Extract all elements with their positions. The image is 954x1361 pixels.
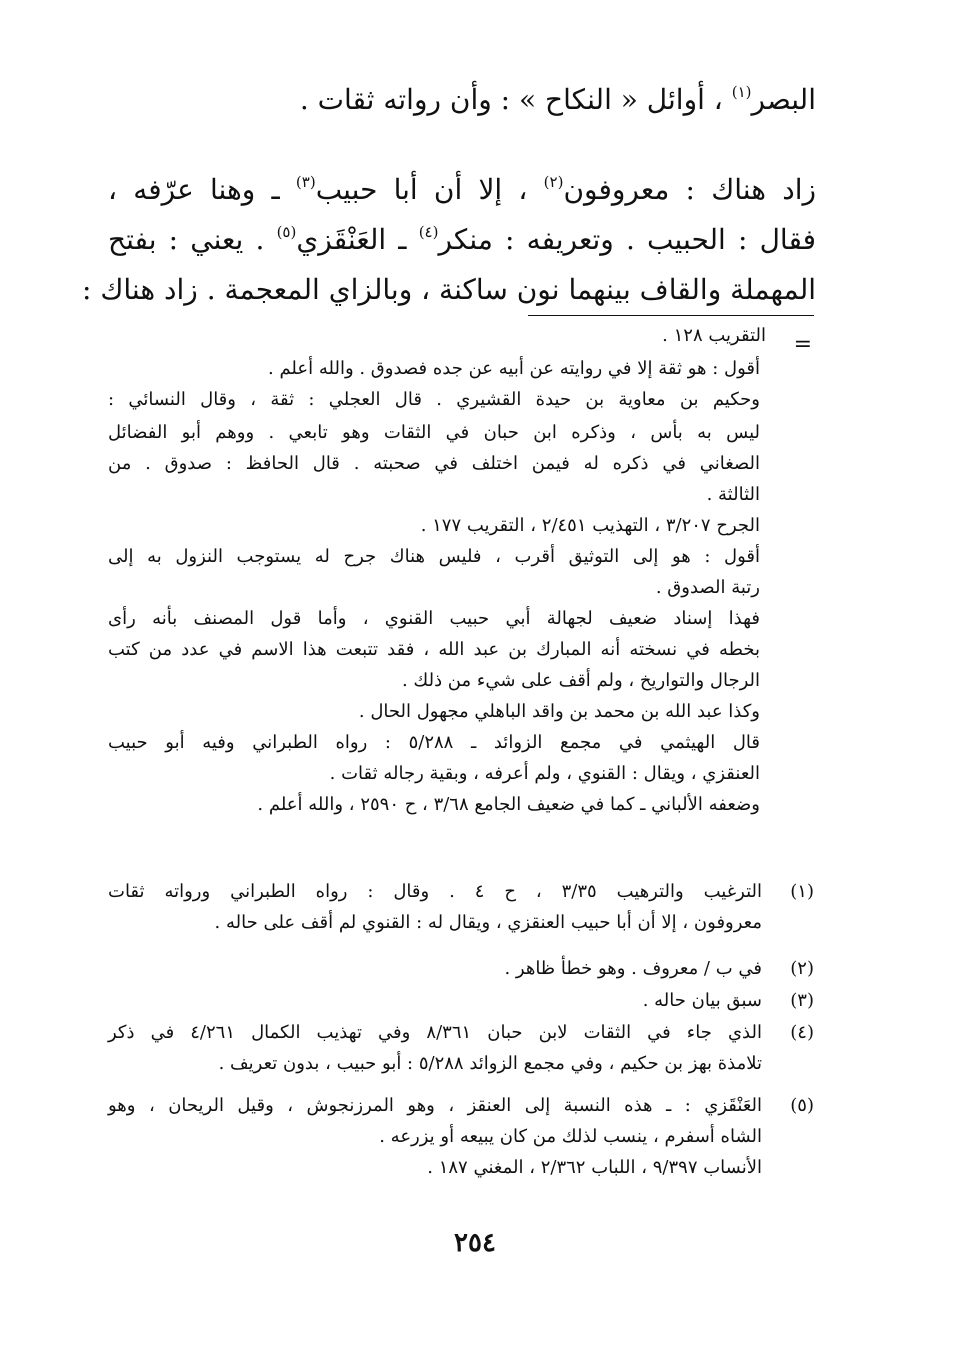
page-number: ٢٥٤ bbox=[454, 1228, 496, 1258]
footnote-line: الأنساب ٩/٣٩٧ ، اللباب ٢/٣٦٢ ، المغني ١٨٧ . bbox=[427, 1157, 762, 1178]
footnote-number: (٢) bbox=[790, 958, 814, 979]
continued-footnote bbox=[108, 320, 766, 351]
footnote-line: الجرح ٣/٢٠٧ ، التهذيب ٢/٤٥١ ، التقريب ١٧٧ . bbox=[420, 515, 760, 536]
continuation-mark: = bbox=[793, 332, 812, 357]
footnote-line: أقول : هو ثقة إلا في روايته عن أبيه عن جده فصدوق . والله أعلم . bbox=[268, 358, 760, 379]
footnote-line: الشاه أسفرم ، ينسب لذلك من كان يبيعه أو يزرعه . bbox=[379, 1126, 762, 1147]
footnote-line: الترغيب والترهيب ٣/٣٥ ، ح ٤ . وقال : رواه الطبراني ورواته ثقات bbox=[108, 881, 763, 902]
footnote-ref-4[interactable]: (٤) bbox=[418, 223, 439, 241]
footnote-number: (٣) bbox=[790, 990, 814, 1011]
footnote-line: العَنْقَزي : ـ هذه النسبة إلى العنقز ، وهو المرزنجوش ، وقيل الريحان ، وهو bbox=[108, 1095, 762, 1116]
main-text: ـ وهنا عرّفه ، bbox=[108, 173, 280, 206]
footnote-number: (٤) bbox=[790, 1022, 814, 1043]
footnote-5 bbox=[108, 1090, 814, 1183]
footnote-line: قال الهيثمي في مجمع الزوائد ـ ٥/٢٨٨ : رواه الطبراني وفيه أبو حبيب bbox=[108, 732, 760, 753]
footnote-line: وضعفه الألباني ـ كما في ضعيف الجامع ٣/٦٨ ، ح ٢٥٩٠ ، والله أعلم . bbox=[257, 794, 760, 815]
continued-footnote bbox=[108, 417, 760, 820]
footnote-line: الرجال والتواريخ ، ولم أقف على شيء من ذلك . bbox=[401, 670, 760, 691]
main-text: ـ العَنْقَزي bbox=[296, 223, 407, 256]
main-text: . يعني : بفتح bbox=[108, 223, 265, 256]
footnote-line: أقول : هو إلى التوثيق أقرب ، فليس هناك جرح له يستوجب النزول به إلى bbox=[108, 546, 760, 567]
main-text: ، إلا أن أبا حبيب bbox=[315, 173, 528, 206]
footnote-line: وكذا عبد الله بن محمد بن واقد الباهلي مجهول الحال . bbox=[358, 701, 760, 722]
main-paragraph-line: المهملة والقاف بينهما نون ساكنة ، وبالزاي المعجمة . زاد هناك : bbox=[81, 273, 816, 306]
footnote-line: وحكيم بن معاوية بن حيدة القشيري . قال العجلي : ثقة ، وقال النسائي : bbox=[108, 389, 760, 410]
footnote-line: رتبة الصدوق . bbox=[655, 577, 760, 598]
main-paragraph-line bbox=[108, 165, 816, 215]
continued-footnote bbox=[108, 353, 760, 415]
footnote-1 bbox=[108, 876, 814, 938]
footnote-ref-2[interactable]: (٢) bbox=[543, 173, 564, 191]
main-text-line-1 bbox=[108, 80, 816, 120]
footnote-line: الثالثة . bbox=[706, 484, 760, 505]
footnote-4 bbox=[108, 1017, 814, 1079]
footnote-number: (٥) bbox=[790, 1095, 814, 1116]
footnote-3 bbox=[108, 985, 814, 1016]
main-text: فقال : الحبيب . وتعريفه : منكر bbox=[438, 223, 817, 256]
main-paragraph bbox=[81, 165, 817, 315]
footnote-ref-5[interactable]: (٥) bbox=[276, 223, 297, 241]
footnote-line: في ب / معروف . وهو خطأ ظاهر . bbox=[504, 958, 762, 979]
main-text: زاد هناك : معروفون bbox=[563, 173, 816, 206]
footnote-2 bbox=[108, 953, 814, 984]
footnote-line: بخطه في نسخته أنه المبارك بن عبد الله ، فقد تتبعت هذا الاسم في عدد من كتب bbox=[108, 639, 760, 660]
footnote-line: فهذا إسناد ضعيف لجهالة أبي حبيب القنوي ، وأما قول المصنف بأنه رأى bbox=[108, 608, 760, 629]
footnote-line: ليس به بأس ، وذكره ابن حبان في الثقات وهو تابعي . ووهم أبو الفضائل bbox=[108, 422, 760, 443]
main-text: البصر bbox=[751, 83, 816, 116]
footnote-number: (١) bbox=[790, 881, 814, 902]
footnote-line: العنقزي ، ويقال : القنوي ، ولم أعرفه ، وبقية رجاله ثقات . bbox=[329, 763, 760, 784]
footnote-line: التقريب ١٢٨ . bbox=[662, 325, 766, 346]
footnote-ref-3[interactable]: (٣) bbox=[295, 173, 316, 191]
footnote-line: معروفون ، إلا أن أبا حبيب العنقزي ، ويقال له : القنوي لم أقف على حاله . bbox=[214, 912, 762, 933]
main-text: ، أوائل « النكاح » : وأن رواته ثقات . bbox=[299, 83, 723, 116]
footnote-line: الصغاني في ذكره له فيمن اختلف في صحبته . قال الحافظ : صدوق . من bbox=[108, 453, 760, 474]
footnote-line: الذي جاء في الثقات لابن حبان ٨/٣٦١ وفي تهذيب الكمال ٤/٢٦١ في ذكر bbox=[108, 1022, 762, 1043]
main-paragraph-line bbox=[108, 215, 816, 265]
footnote-line: سبق بيان حاله . bbox=[642, 990, 762, 1011]
footnote-line: تلامذة بهز بن حكيم ، وفي مجمع الزوائد ٥/٢٨٨ : أبو حبيب ، بدون تعريف . bbox=[218, 1053, 762, 1074]
footnote-separator bbox=[528, 315, 814, 316]
footnote-ref-1[interactable]: (١) bbox=[731, 83, 752, 101]
